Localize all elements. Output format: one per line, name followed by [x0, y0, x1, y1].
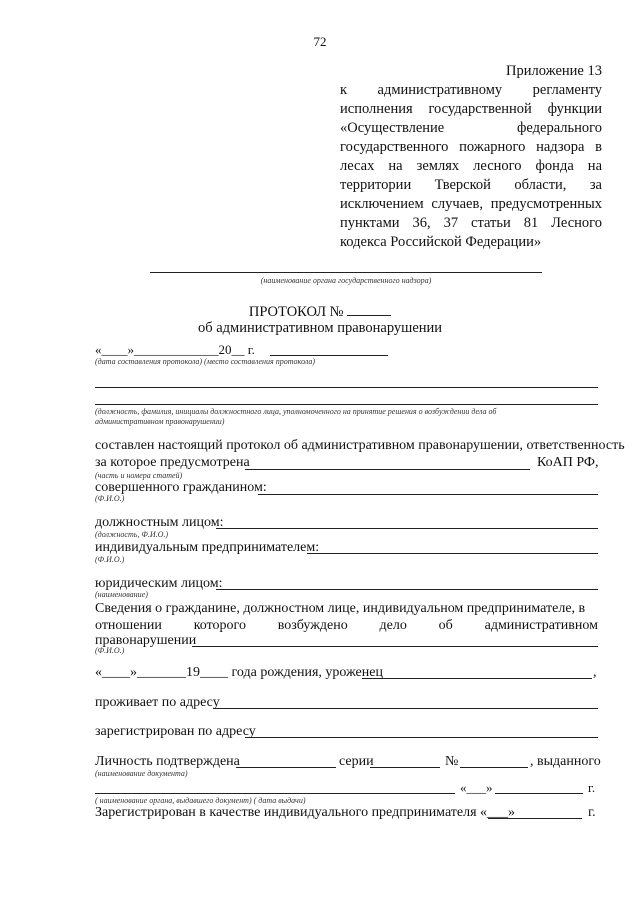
number-label: № [445, 754, 459, 769]
composed-line-2-end: КоАП РФ, [537, 455, 599, 470]
page-number: 72 [313, 34, 327, 49]
birthplace-line [362, 678, 592, 679]
series-label: серии [339, 754, 374, 769]
appendix-text: к административному регламенту исполнения государственной функции «Осуществление федерального государственного пожарного надзора в лесах на землях лесного фонда на территории Тверской области, за исключением случаев, предусмотренных пунктами 36, 37 статьи 81 Лесного кодекса Российской Федерации» [340, 82, 602, 250]
issue-year: г. [588, 780, 596, 795]
registered-line [245, 737, 598, 738]
ie-date-line [488, 818, 582, 819]
appendix-title: Приложение 13 [506, 63, 602, 79]
legal-caption: (наименование) [95, 590, 148, 599]
issue-date: «___» [460, 780, 493, 795]
appendix-block [340, 62, 602, 252]
info-caption: (Ф.И.О.) [95, 646, 125, 655]
date-caption: (дата составления протокола) (место составления протокола) [95, 357, 316, 366]
composed-line-1: составлен настоящий протокол об административном правонарушении, ответственность [95, 438, 625, 453]
organ-line [150, 272, 542, 273]
date-row: «____»_____________20__ г. [95, 342, 255, 357]
ie-registered: Зарегистрирован в качестве индивидуального предпринимателя «___» [95, 805, 516, 820]
official-caption: (должность, фамилия, инициалы должностного лица, уполномоченного на принятие решения о возбуждении дела об административном правонарушении) [95, 407, 497, 426]
birth-row: «____»_______19____ года рождения, уроженец [95, 665, 383, 680]
issue-date-line [495, 793, 583, 794]
info-line [192, 646, 598, 647]
entrepreneur-label: индивидуальным предпринимателем: [95, 540, 320, 555]
number-line [460, 767, 528, 768]
article-caption: (часть и номера статей) [95, 471, 183, 480]
ie-year: г. [588, 805, 596, 820]
resides-label: проживает по адресу [95, 695, 220, 710]
legal-label: юридическим лицом: [95, 576, 223, 591]
citizen-line [258, 494, 598, 495]
issued-label: , выданного [530, 754, 601, 769]
issuer-caption: ( наименование органа, выдавшего документ) ( дата выдачи) [95, 796, 306, 805]
protocol-title: ПРОТОКОЛ № [0, 303, 640, 321]
info-line-3: правонарушении [95, 633, 197, 648]
official-person-line [216, 528, 598, 529]
official-person-caption: (должность, Ф.И.О.) [95, 530, 169, 539]
birth-comma: , [593, 665, 597, 680]
entrepreneur-caption: (Ф.И.О.) [95, 555, 125, 564]
place-line [270, 355, 388, 356]
entrepreneur-line [307, 553, 598, 554]
article-line [245, 469, 530, 470]
info-line-1: Сведения о гражданине, должностном лице, индивидуальном предпринимателе, в [95, 601, 586, 616]
official-label: должностным лицом: [95, 515, 224, 530]
document-caption: (наименование документа) [95, 769, 188, 778]
official-line-1 [95, 387, 598, 388]
identity-label: Личность подтверждена [95, 754, 240, 769]
protocol-subtitle: об административном правонарушении [197, 320, 443, 336]
info-line-2: отношении которого возбуждено дело об административном [95, 618, 598, 633]
issuer-line [95, 793, 455, 794]
document-line [236, 767, 336, 768]
citizen-label: совершенного гражданином: [95, 480, 267, 495]
organ-caption: (наименование органа государственного надзора) [260, 276, 432, 285]
citizen-caption: (Ф.И.О.) [95, 494, 125, 503]
resides-line [213, 708, 598, 709]
composed-line-2-start: за которое предусмотрена [95, 455, 250, 470]
official-line-2 [95, 404, 598, 405]
series-line [370, 767, 440, 768]
registered-label: зарегистрирован по адресу [95, 724, 256, 739]
legal-line [216, 589, 598, 590]
